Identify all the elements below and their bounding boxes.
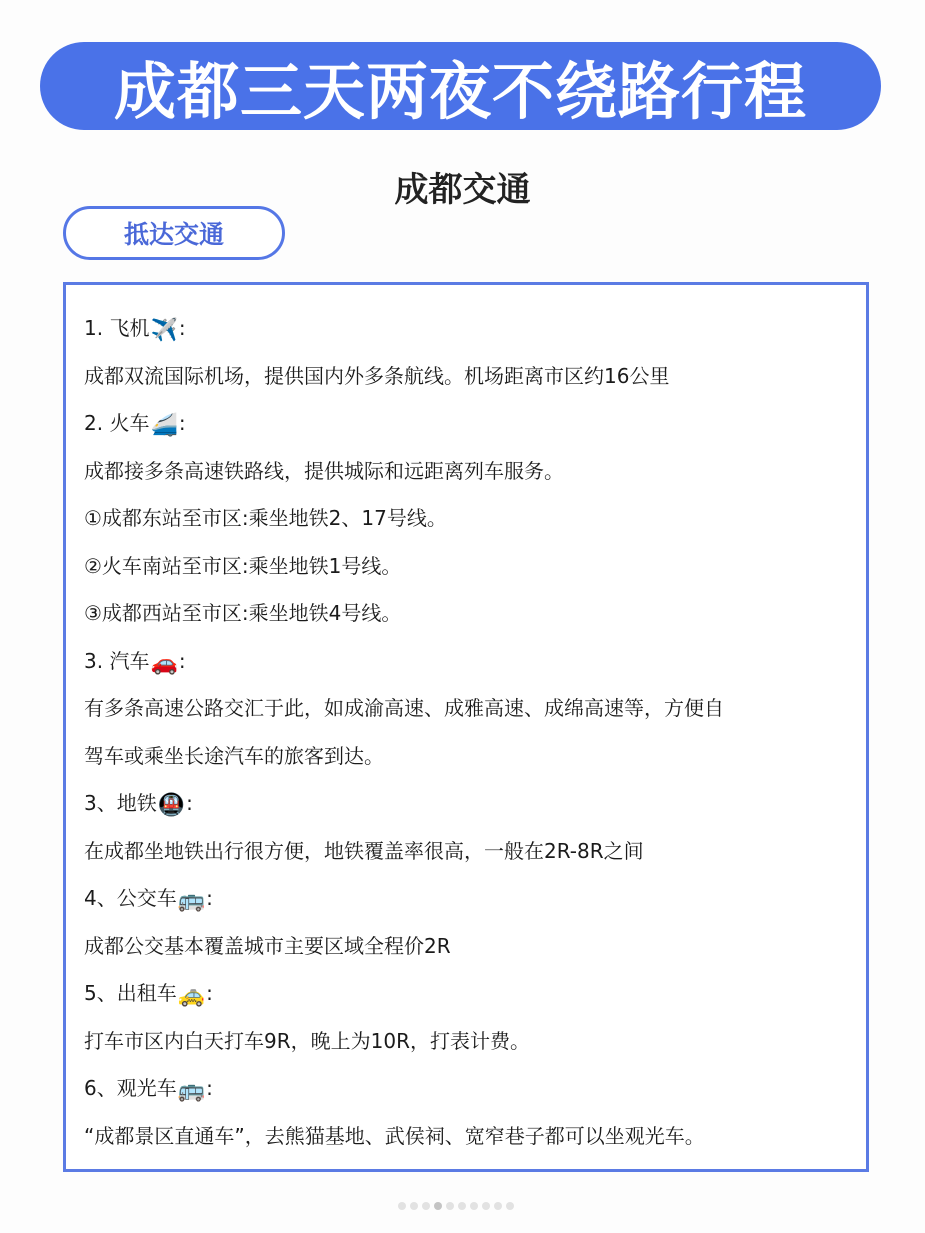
item-heading-colon: : (206, 981, 213, 1005)
item-heading (84, 970, 848, 1018)
item-heading-colon: : (206, 1076, 213, 1100)
pager-dot (458, 1202, 466, 1210)
item-text: 有多条高速公路交汇于此，如成渝高速、成雅高速、成绵高速等，方便自 (84, 696, 724, 720)
pager-dot (506, 1202, 514, 1210)
item-heading (84, 638, 848, 686)
item-heading-label: 1. 飞机 (84, 316, 150, 340)
pager-dot (434, 1202, 442, 1210)
page-indicator (398, 1202, 514, 1210)
section-tag (63, 206, 285, 260)
item-text: ③成都西站至市区:乘坐地铁4号线。 (84, 601, 402, 625)
item-heading-colon: : (178, 316, 186, 340)
transport-icon: 🚄 (150, 413, 178, 438)
transport-icon: 🚌 (177, 1078, 206, 1103)
item-heading (84, 305, 848, 353)
pager-dot (482, 1202, 490, 1210)
transport-icon: 🚕 (177, 983, 206, 1008)
item-text: “成都景区直通车”，去熊猫基地、武侯祠、宽窄巷子都可以坐观光车。 (84, 1123, 705, 1148)
item-text: 成都接多条高速铁路线，提供城际和远距离列车服务。 (84, 458, 564, 483)
item-heading-label: 3、地铁 (84, 791, 157, 815)
item-heading-label: 6、观光车 (84, 1076, 177, 1100)
item-heading-label: 2. 火车 (84, 411, 150, 435)
pager-dot (470, 1202, 478, 1210)
section-tag-label: 抵达交通 (123, 220, 224, 249)
item-heading-colon: : (178, 411, 186, 435)
item-text: 在成都坐地铁出行很方便，地铁覆盖率很高，一般在2R-8R之间 (84, 838, 644, 863)
item-text: ①成都东站至市区:乘坐地铁2、17号线。 (84, 506, 447, 530)
item-heading (84, 875, 848, 923)
page-title: 成都三天两夜不绕路行程 (113, 54, 807, 128)
item-heading-colon: : (178, 648, 186, 673)
item-text: ②火车南站至市区:乘坐地铁1号线。 (84, 553, 402, 578)
item-heading-label: 5、出租车 (84, 981, 177, 1005)
transport-icon: ✈️ (150, 318, 178, 343)
item-heading (84, 780, 848, 828)
transport-icon: 🚇 (157, 793, 186, 818)
item-heading (84, 400, 848, 448)
item-text: 成都双流国际机场，提供国内外多条航线。机场距离市区约16公里 (84, 363, 670, 388)
item-heading-label: 3. 汽车 (84, 648, 150, 673)
item-text: 打车市区内白天打车9R，晚上为10R，打表计费。 (84, 1028, 530, 1053)
item-text: 成都公交基本覆盖城市主要区域全程价2R (84, 933, 451, 958)
pager-dot (494, 1202, 502, 1210)
item-text: 驾车或乘坐长途汽车的旅客到达。 (84, 743, 384, 768)
pager-dot (410, 1202, 418, 1210)
transport-icon: 🚗 (150, 650, 178, 676)
pager-dot (422, 1202, 430, 1210)
item-heading-colon: : (206, 886, 213, 910)
content-panel (63, 282, 869, 1172)
title-banner (40, 42, 881, 130)
item-heading-label: 4、公交车 (84, 886, 177, 910)
section-title: 成都交通 (394, 170, 531, 210)
transport-icon: 🚌 (177, 888, 206, 913)
pager-dot (446, 1202, 454, 1210)
item-heading-colon: : (186, 791, 193, 815)
item-heading (84, 1065, 848, 1113)
content-lines (84, 305, 848, 1160)
pager-dot (398, 1202, 406, 1210)
